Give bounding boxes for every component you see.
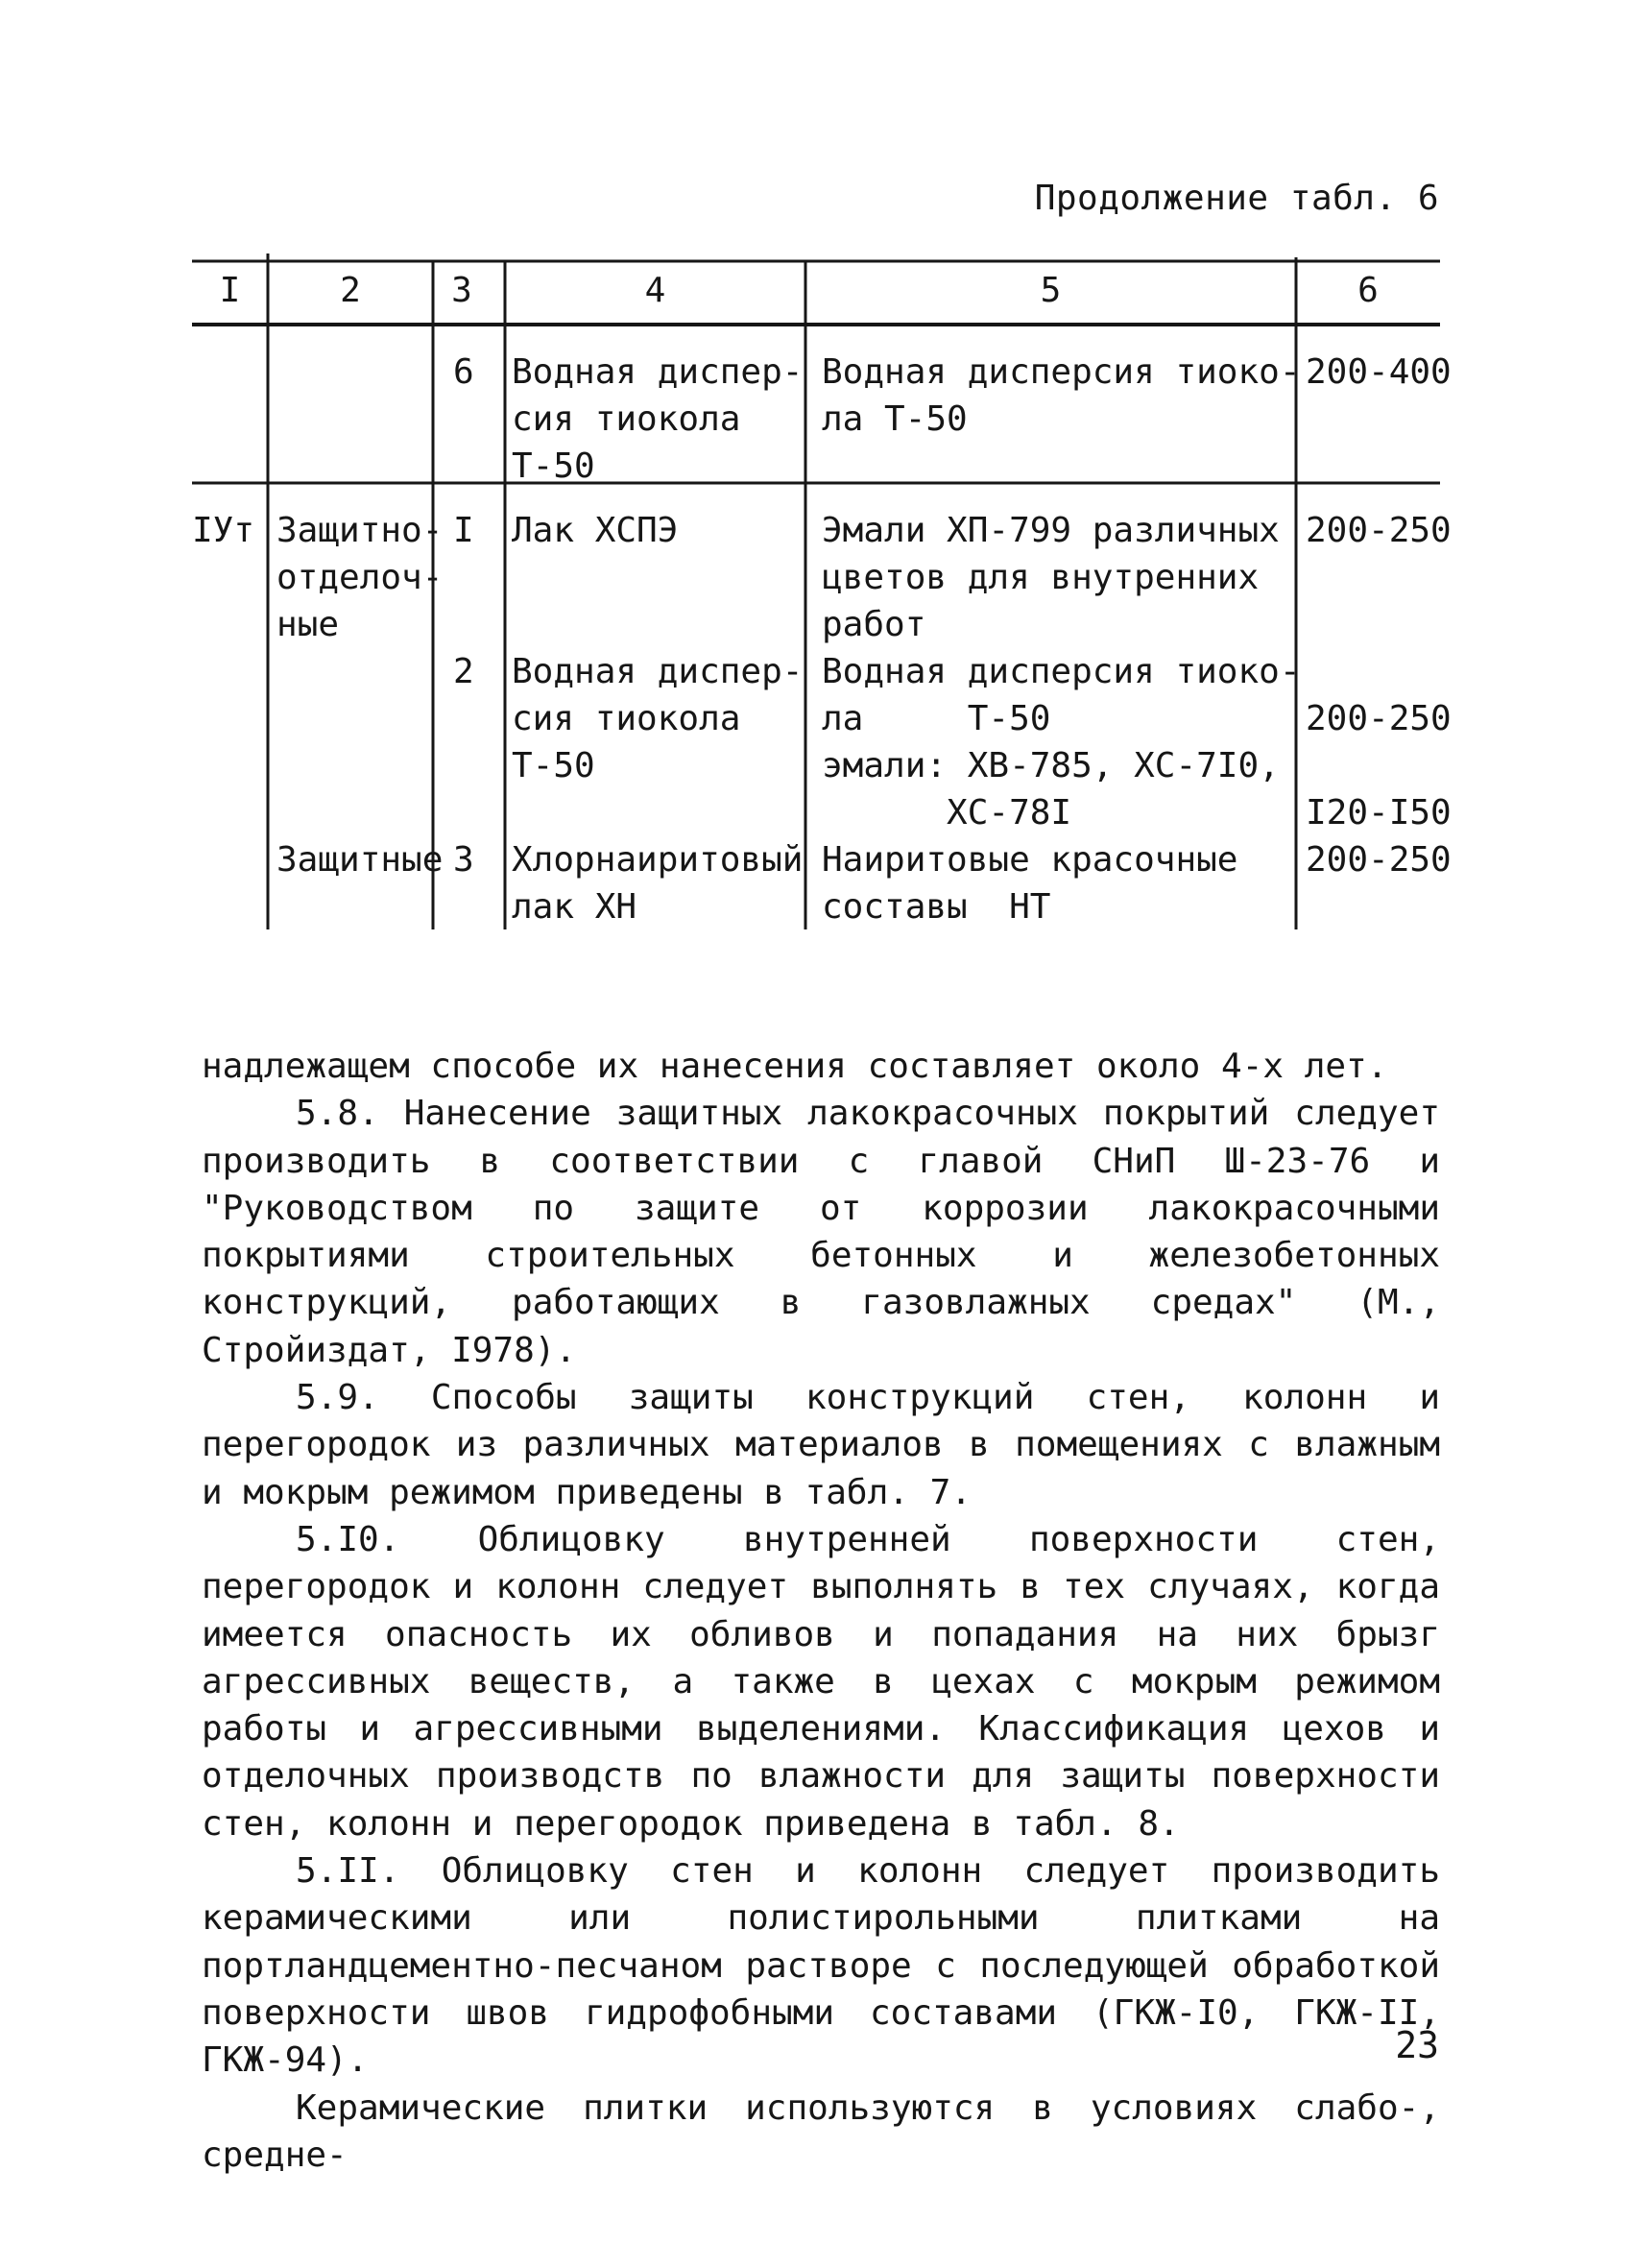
table-caption: Продолжение табл. 6	[1034, 179, 1439, 218]
group-b-code: IУт	[192, 511, 255, 550]
row-b1-coating-line-2: цветов для внутренних	[822, 558, 1260, 597]
row-a1-thickness: 200-400	[1306, 352, 1452, 392]
header-col-5: 5	[1040, 271, 1062, 310]
row-b2-coating-line-4: ХС-78I	[822, 793, 1072, 832]
row-b1-number: I	[453, 511, 474, 550]
row-b1-thickness: 200-250	[1306, 511, 1452, 550]
row-b2-primer-line-2: сия тиокола	[512, 699, 741, 738]
row-b1-coating-line-1: Эмали ХП-799 различных	[822, 511, 1280, 550]
row-a1-primer-line-2: сия тиокола	[512, 399, 741, 439]
row-b2-primer-line-1: Водная диспер-	[512, 652, 804, 691]
row-b3-coating-line-2: составы НТ	[822, 887, 1051, 927]
row-b2-coating-line-1: Водная дисперсия тиоко-	[822, 652, 1301, 691]
header-col-3: 3	[451, 271, 472, 310]
group-b-purpose-2: Защитные	[276, 840, 444, 880]
row-b2-thickness-2: I20-I50	[1306, 793, 1452, 832]
row-b1-primer-line-1: Лак ХСПЭ	[512, 511, 679, 550]
row-a1-number: 6	[453, 352, 474, 392]
row-b2-number: 2	[453, 652, 474, 691]
row-b2-coating-line-2: ла Т-50	[822, 699, 1051, 738]
group-b-purpose-line-3: ные	[276, 605, 340, 644]
paragraph-5-10: 5.I0. Облицовку внутренней поверхности стен, перегородок и колонн следует выполнять в тех случаях, когда имеется опасность их обливов и попадания на них брызг агрессивных веществ, а также в цехах с мокрым режимом работы и агрессивными выделениями. Классификация цехов и отделочных производств по влажности для защиты поверхности стен, колонн и перегородок приведена в табл. 8.	[202, 1519, 1440, 1844]
paragraph-5-9: 5.9. Способы защиты конструкций стен, колонн и перегородок из различных материалов в помещениях с влажным и мокрым режимом приведены в табл. 7.	[202, 1378, 1440, 1512]
row-b3-primer-line-2: лак ХН	[512, 887, 637, 927]
paragraph-ceramic: Керамические плитки используются в условиях слабо-, средне-	[202, 2087, 1440, 2175]
row-b3-thickness: 200-250	[1306, 840, 1452, 880]
row-a1-primer-line-3: Т-50	[512, 446, 595, 486]
group-b-purpose-line-1: Защитно-	[276, 511, 444, 550]
row-b2-coating-line-3: эмали: ХВ-785, ХС-7I0,	[822, 746, 1280, 785]
body-text	[202, 1043, 1440, 2179]
row-b3-number: 3	[453, 840, 474, 880]
row-a1-coating-line-2: ла Т-50	[822, 399, 968, 439]
group-b-purpose-line-2: отделоч-	[276, 558, 444, 597]
paragraph-5-8: 5.8. Нанесение защитных лакокрасочных покрытий следует производить в соответствии с главой СНиП Ш-23-76 и "Руководством по защите от коррозии лакокрасочными покрытиями строительных бетонных и железобетонных конструкций, работающих в газовлажных средах" (М., Стройиздат, I978).	[202, 1094, 1440, 1370]
row-b1-coating-line-3: работ	[822, 605, 926, 644]
row-b2-thickness-1: 200-250	[1306, 699, 1452, 738]
header-col-6: 6	[1357, 271, 1379, 310]
row-b3-primer-line-1: Хлорнаиритовый	[512, 840, 804, 880]
page-number: 23	[1395, 2024, 1439, 2066]
row-b2-primer-line-3: Т-50	[512, 746, 595, 785]
paragraph-continuation: надлежащем способе их нанесения составляет около 4-х лет.	[202, 1047, 1388, 1086]
row-a1-primer-line-1: Водная диспер-	[512, 352, 804, 392]
header-col-1: I	[219, 271, 241, 310]
paragraph-5-11: 5.II. Облицовку стен и колонн следует производить керамическими или полистирольными плитками на портландцементно-песчаном растворе с последующей обработкой поверхности швов гидрофобными составами (ГКЖ-I0, ГКЖ-II, ГКЖ-94).	[202, 1851, 1440, 2081]
header-col-2: 2	[340, 271, 361, 310]
header-col-4: 4	[644, 271, 666, 310]
row-a1-coating-line-1: Водная дисперсия тиоко-	[822, 352, 1301, 392]
row-b3-coating-line-1: Наиритовые красочные	[822, 840, 1238, 880]
